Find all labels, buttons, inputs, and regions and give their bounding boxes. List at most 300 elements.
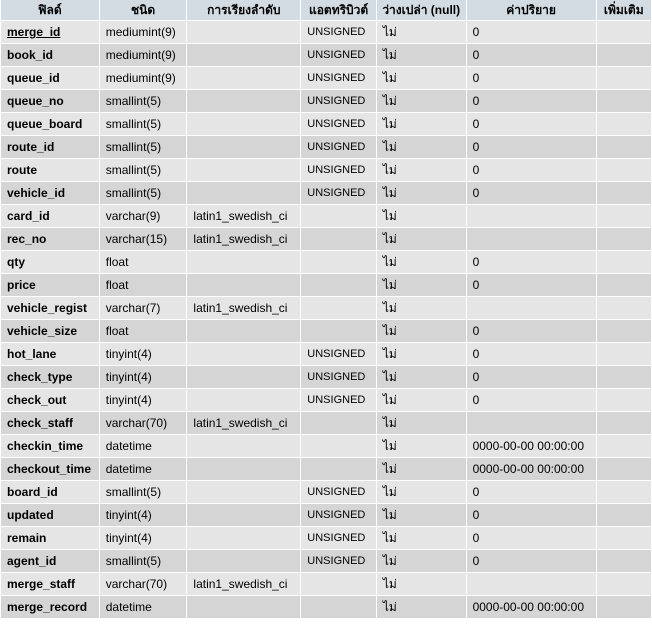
default-cell-text: 0: [472, 485, 480, 499]
table-row: [1, 435, 651, 457]
null-cell-text: ไม่: [382, 553, 397, 568]
type-cell-text: tinyint(4): [105, 370, 152, 384]
attributes-cell: [301, 182, 376, 204]
null-cell: [377, 205, 466, 227]
field-name-cell-text[interactable]: vehicle_regist: [7, 301, 88, 315]
collation-cell: [187, 113, 300, 135]
attributes-cell-text: UNSIGNED: [307, 532, 366, 544]
collation-cell: [187, 136, 300, 158]
default-cell: [467, 113, 596, 135]
table-row: [1, 44, 651, 66]
table-row: [1, 320, 651, 342]
header-field[interactable]: ฟิลด์: [1, 0, 99, 20]
attributes-cell: [301, 113, 376, 135]
null-cell-text: ไม่: [382, 484, 397, 499]
null-cell-text: ไม่: [382, 392, 397, 407]
table-row: [1, 481, 651, 503]
type-cell: [100, 251, 187, 273]
default-cell: [467, 228, 596, 250]
field-name-cell-text[interactable]: book_id: [7, 48, 54, 62]
field-name-cell-text[interactable]: queue_id: [7, 71, 60, 85]
type-cell-text: varchar(9): [105, 209, 161, 223]
collation-cell-text: latin1_swedish_ci: [193, 577, 288, 591]
null-cell: [377, 550, 466, 572]
collation-cell: [187, 90, 300, 112]
null-cell: [377, 90, 466, 112]
attributes-cell-text: UNSIGNED: [307, 187, 366, 199]
field-name-cell: [1, 274, 99, 296]
extra-cell: [597, 113, 651, 135]
null-cell: [377, 182, 466, 204]
attributes-cell: [301, 90, 376, 112]
type-cell-text: mediumint(9): [105, 71, 176, 85]
table-row: [1, 573, 651, 595]
type-cell-text: tinyint(4): [105, 508, 152, 522]
field-name-cell: [1, 228, 99, 250]
type-cell-text: varchar(7): [105, 301, 161, 315]
table-row: [1, 90, 651, 112]
type-cell: [100, 481, 187, 503]
type-cell: [100, 90, 187, 112]
type-cell-text: datetime: [105, 462, 152, 476]
default-cell-text: 0: [472, 25, 480, 39]
field-name-cell: [1, 113, 99, 135]
field-name-cell-text[interactable]: queue_no: [7, 94, 64, 108]
default-cell: [467, 320, 596, 342]
default-cell: [467, 435, 596, 457]
table-row: [1, 297, 651, 319]
extra-cell: [597, 435, 651, 457]
collation-cell: [187, 527, 300, 549]
default-cell-text: 0: [472, 370, 480, 384]
type-cell: [100, 113, 187, 135]
field-name-cell-text[interactable]: agent_id: [7, 554, 57, 568]
default-cell-text: 0: [472, 393, 480, 407]
field-name-cell-text[interactable]: route: [7, 163, 37, 177]
collation-cell: [187, 458, 300, 480]
null-cell: [377, 320, 466, 342]
type-cell: [100, 67, 187, 89]
field-name-cell-text[interactable]: rec_no: [7, 232, 47, 246]
null-cell: [377, 458, 466, 480]
table-row: [1, 159, 651, 181]
type-cell-text: mediumint(9): [105, 48, 176, 62]
field-name-cell-text[interactable]: price: [7, 278, 36, 292]
null-cell: [377, 596, 466, 618]
type-cell: [100, 297, 187, 319]
type-cell: [100, 182, 187, 204]
field-name-cell-text[interactable]: vehicle_id: [7, 186, 66, 200]
default-cell: [467, 297, 596, 319]
table-row: [1, 550, 651, 572]
null-cell-text: ไม่: [382, 162, 397, 177]
null-cell-text: ไม่: [382, 93, 397, 108]
table-row: [1, 527, 651, 549]
null-cell-text: ไม่: [382, 576, 397, 591]
attributes-cell-text: UNSIGNED: [307, 49, 366, 61]
extra-cell: [597, 90, 651, 112]
field-name-cell-text[interactable]: queue_board: [7, 117, 83, 131]
field-name-cell: [1, 481, 99, 503]
collation-cell-text: latin1_swedish_ci: [193, 232, 288, 246]
null-cell: [377, 435, 466, 457]
table-row: [1, 504, 651, 526]
attributes-cell: [301, 274, 376, 296]
default-cell: [467, 458, 596, 480]
collation-cell: [187, 205, 300, 227]
collation-cell: [187, 67, 300, 89]
default-cell-text: 0: [472, 347, 480, 361]
attributes-cell: [301, 251, 376, 273]
attributes-cell-text: UNSIGNED: [307, 486, 366, 498]
attributes-cell: [301, 481, 376, 503]
null-cell-text: ไม่: [382, 461, 397, 476]
null-cell: [377, 412, 466, 434]
extra-cell: [597, 44, 651, 66]
extra-cell: [597, 343, 651, 365]
extra-cell: [597, 67, 651, 89]
field-name-cell-text[interactable]: vehicle_size: [7, 324, 78, 338]
default-cell: [467, 90, 596, 112]
collation-cell-text: latin1_swedish_ci: [193, 209, 288, 223]
field-name-cell: [1, 504, 99, 526]
field-name-cell: [1, 527, 99, 549]
null-cell: [377, 481, 466, 503]
attributes-cell-text: UNSIGNED: [307, 348, 366, 360]
collation-cell-text: latin1_swedish_ci: [193, 301, 288, 315]
field-name-cell: [1, 366, 99, 388]
extra-cell: [597, 596, 651, 618]
field-name-cell-text[interactable]: merge_id: [7, 25, 61, 39]
default-cell: [467, 504, 596, 526]
type-cell: [100, 366, 187, 388]
extra-cell: [597, 21, 651, 43]
attributes-cell-text: UNSIGNED: [307, 371, 366, 383]
extra-cell: [597, 389, 651, 411]
attributes-cell: [301, 297, 376, 319]
null-cell: [377, 228, 466, 250]
field-name-cell: [1, 90, 99, 112]
field-name-cell: [1, 205, 99, 227]
type-cell: [100, 412, 187, 434]
default-cell: [467, 67, 596, 89]
attributes-cell: [301, 205, 376, 227]
field-name-cell: [1, 412, 99, 434]
default-cell: [467, 550, 596, 572]
null-cell-text: ไม่: [382, 254, 397, 269]
null-cell: [377, 297, 466, 319]
default-cell-text: 0: [472, 71, 480, 85]
null-cell-text: ไม่: [382, 530, 397, 545]
field-name-cell-text[interactable]: updated: [7, 508, 54, 522]
null-cell: [377, 113, 466, 135]
default-cell: [467, 205, 596, 227]
field-name-cell-text[interactable]: check_out: [7, 393, 67, 407]
type-cell: [100, 159, 187, 181]
attributes-cell: [301, 412, 376, 434]
attributes-cell: [301, 527, 376, 549]
attributes-cell: [301, 550, 376, 572]
default-cell-text: 0000-00-00 00:00:00: [472, 600, 584, 614]
attributes-cell-text: UNSIGNED: [307, 509, 366, 521]
extra-cell: [597, 458, 651, 480]
table-row: [1, 182, 651, 204]
type-cell: [100, 389, 187, 411]
type-cell-text: smallint(5): [105, 140, 162, 154]
attributes-cell: [301, 136, 376, 158]
type-cell: [100, 320, 187, 342]
null-cell-text: ไม่: [382, 369, 397, 384]
type-cell: [100, 228, 187, 250]
attributes-cell: [301, 44, 376, 66]
field-name-cell-text[interactable]: qty: [7, 255, 25, 269]
type-cell: [100, 504, 187, 526]
field-name-cell-text[interactable]: hot_lane: [7, 347, 57, 361]
field-name-cell-text[interactable]: check_staff: [7, 416, 74, 430]
null-cell-text: ไม่: [382, 507, 397, 522]
field-name-cell: [1, 596, 99, 618]
extra-cell: [597, 136, 651, 158]
table-row: [1, 412, 651, 434]
type-cell-text: float: [105, 255, 129, 269]
null-cell-text: ไม่: [382, 323, 397, 338]
null-cell-text: ไม่: [382, 139, 397, 154]
default-cell: [467, 136, 596, 158]
default-cell: [467, 481, 596, 503]
header-type[interactable]: ชนิด: [100, 0, 187, 20]
default-cell: [467, 343, 596, 365]
default-cell-text: 0: [472, 554, 480, 568]
attributes-cell-text: UNSIGNED: [307, 26, 366, 38]
collation-cell: [187, 21, 300, 43]
field-name-cell-text[interactable]: route_id: [7, 140, 55, 154]
null-cell-text: ไม่: [382, 208, 397, 223]
collation-cell: [187, 550, 300, 572]
attributes-cell-text: UNSIGNED: [307, 72, 366, 84]
type-cell: [100, 573, 187, 595]
attributes-cell: [301, 343, 376, 365]
default-cell-text: 0: [472, 531, 480, 545]
null-cell-text: ไม่: [382, 70, 397, 85]
attributes-cell: [301, 504, 376, 526]
type-cell: [100, 21, 187, 43]
type-cell: [100, 458, 187, 480]
type-cell-text: datetime: [105, 600, 152, 614]
type-cell-text: smallint(5): [105, 186, 162, 200]
default-cell: [467, 412, 596, 434]
field-name-cell-text[interactable]: checkin_time: [7, 439, 84, 453]
attributes-cell: [301, 320, 376, 342]
attributes-cell: [301, 67, 376, 89]
header-row: [1, 0, 651, 20]
extra-cell: [597, 320, 651, 342]
attributes-cell: [301, 366, 376, 388]
null-cell-text: ไม่: [382, 116, 397, 131]
collation-cell: [187, 274, 300, 296]
attributes-cell: [301, 458, 376, 480]
null-cell: [377, 44, 466, 66]
collation-cell: [187, 435, 300, 457]
field-name-cell: [1, 182, 99, 204]
extra-cell: [597, 297, 651, 319]
attributes-cell-text: UNSIGNED: [307, 118, 366, 130]
field-name-cell: [1, 159, 99, 181]
default-cell: [467, 274, 596, 296]
attributes-cell: [301, 573, 376, 595]
null-cell: [377, 67, 466, 89]
default-cell-text: 0: [472, 48, 480, 62]
attributes-cell: [301, 389, 376, 411]
field-name-cell: [1, 21, 99, 43]
attributes-cell: [301, 21, 376, 43]
extra-cell: [597, 481, 651, 503]
type-cell-text: smallint(5): [105, 94, 162, 108]
default-cell-text: 0: [472, 324, 480, 338]
collation-cell: [187, 389, 300, 411]
attributes-cell-text: UNSIGNED: [307, 394, 366, 406]
field-name-cell-text[interactable]: checkout_time: [7, 462, 92, 476]
collation-cell: [187, 159, 300, 181]
default-cell: [467, 159, 596, 181]
field-name-cell-text[interactable]: merge_staff: [7, 577, 76, 591]
type-cell-text: float: [105, 324, 129, 338]
collation-cell: [187, 182, 300, 204]
field-name-cell: [1, 550, 99, 572]
collation-cell: [187, 297, 300, 319]
field-name-cell: [1, 389, 99, 411]
table-row: [1, 274, 651, 296]
header-null[interactable]: ว่างเปล่า (null): [377, 0, 466, 20]
default-cell: [467, 182, 596, 204]
table-row: [1, 596, 651, 618]
type-cell: [100, 527, 187, 549]
type-cell-text: smallint(5): [105, 554, 162, 568]
extra-cell: [597, 251, 651, 273]
field-name-cell: [1, 67, 99, 89]
type-cell-text: smallint(5): [105, 485, 162, 499]
attributes-cell-text: UNSIGNED: [307, 95, 366, 107]
default-cell-text: 0: [472, 163, 480, 177]
extra-cell: [597, 573, 651, 595]
null-cell: [377, 251, 466, 273]
table-row: [1, 205, 651, 227]
default-cell: [467, 366, 596, 388]
null-cell-text: ไม่: [382, 277, 397, 292]
type-cell: [100, 435, 187, 457]
field-name-cell-text[interactable]: check_type: [7, 370, 73, 384]
table-row: [1, 113, 651, 135]
default-cell-text: 0000-00-00 00:00:00: [472, 439, 584, 453]
null-cell-text: ไม่: [382, 24, 397, 39]
field-name-cell-text[interactable]: board_id: [7, 485, 58, 499]
field-name-cell-text[interactable]: card_id: [7, 209, 50, 223]
collation-cell: [187, 412, 300, 434]
default-cell: [467, 21, 596, 43]
field-name-cell: [1, 44, 99, 66]
default-cell: [467, 251, 596, 273]
type-cell-text: mediumint(9): [105, 25, 176, 39]
table-row: [1, 251, 651, 273]
field-name-cell: [1, 343, 99, 365]
attributes-cell: [301, 596, 376, 618]
type-cell-text: varchar(70): [105, 577, 168, 591]
attributes-cell: [301, 228, 376, 250]
type-cell-text: smallint(5): [105, 163, 162, 177]
null-cell-text: ไม่: [382, 438, 397, 453]
default-cell: [467, 573, 596, 595]
type-cell-text: tinyint(4): [105, 393, 152, 407]
header-extra[interactable]: เพิ่มเติม: [597, 0, 651, 20]
field-name-cell: [1, 573, 99, 595]
null-cell-text: ไม่: [382, 185, 397, 200]
null-cell-text: ไม่: [382, 231, 397, 246]
type-cell: [100, 596, 187, 618]
type-cell: [100, 44, 187, 66]
type-cell: [100, 343, 187, 365]
default-cell-text: 0: [472, 117, 480, 131]
type-cell-text: varchar(70): [105, 416, 168, 430]
null-cell: [377, 274, 466, 296]
extra-cell: [597, 550, 651, 572]
type-cell: [100, 136, 187, 158]
collation-cell: [187, 320, 300, 342]
attributes-cell-text: UNSIGNED: [307, 555, 366, 567]
field-name-cell: [1, 297, 99, 319]
extra-cell: [597, 205, 651, 227]
collation-cell: [187, 251, 300, 273]
field-name-cell-text[interactable]: remain: [7, 531, 47, 545]
extra-cell: [597, 182, 651, 204]
type-cell: [100, 274, 187, 296]
attributes-cell-text: UNSIGNED: [307, 164, 366, 176]
collation-cell: [187, 343, 300, 365]
type-cell-text: smallint(5): [105, 117, 162, 131]
table-row: [1, 136, 651, 158]
table-row: [1, 21, 651, 43]
null-cell: [377, 136, 466, 158]
table-row: [1, 366, 651, 388]
table-row: [1, 343, 651, 365]
default-cell: [467, 527, 596, 549]
attributes-cell: [301, 435, 376, 457]
collation-cell: [187, 573, 300, 595]
extra-cell: [597, 159, 651, 181]
field-name-cell-text[interactable]: merge_record: [7, 600, 88, 614]
field-name-cell: [1, 251, 99, 273]
null-cell: [377, 366, 466, 388]
collation-cell: [187, 481, 300, 503]
default-cell-text: 0000-00-00 00:00:00: [472, 462, 584, 476]
header-default[interactable]: ค่าปริยาย: [467, 0, 596, 20]
header-attributes[interactable]: แอตทริบิวต์: [301, 0, 376, 20]
null-cell: [377, 21, 466, 43]
null-cell: [377, 159, 466, 181]
type-cell-text: datetime: [105, 439, 152, 453]
table-row: [1, 389, 651, 411]
type-cell-text: varchar(15): [105, 232, 168, 246]
collation-cell: [187, 44, 300, 66]
extra-cell: [597, 527, 651, 549]
collation-cell: [187, 504, 300, 526]
null-cell-text: ไม่: [382, 599, 397, 614]
default-cell-text: 0: [472, 508, 480, 522]
collation-cell-text: latin1_swedish_ci: [193, 416, 288, 430]
default-cell-text: 0: [472, 186, 480, 200]
header-collation[interactable]: การเรียงลำดับ: [187, 0, 300, 20]
type-cell-text: float: [105, 278, 129, 292]
null-cell: [377, 389, 466, 411]
default-cell-text: 0: [472, 140, 480, 154]
